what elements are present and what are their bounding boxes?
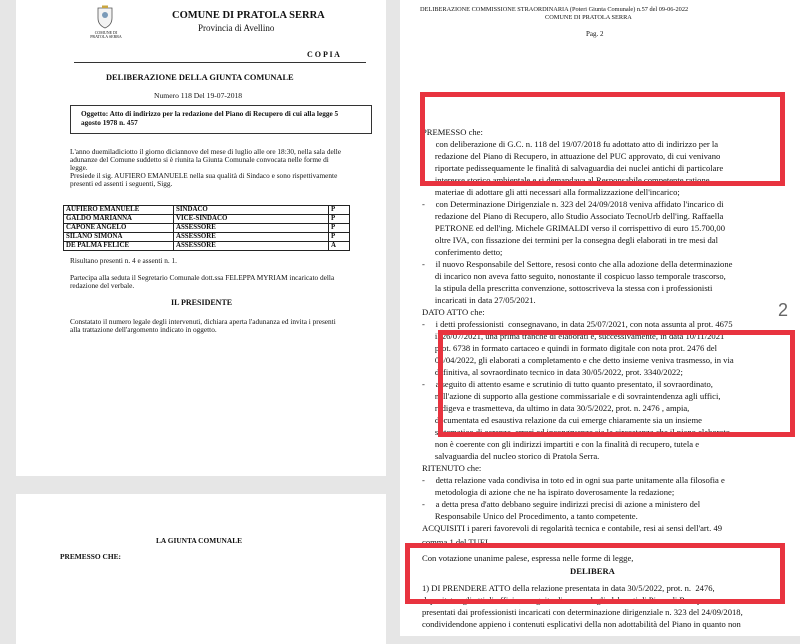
left-document-page xyxy=(16,0,386,476)
document-text-line: di incarico non aveva fatto seguito, nonostante il cospicuo lasso temporale trascorso, xyxy=(422,271,726,281)
constatato-line: Constatato il numero legale degli intervenuti, dichiara aperta l'adunanza ed invita i presenti xyxy=(70,317,336,326)
member-name: GALDO MARIANNA xyxy=(64,215,174,224)
members-table xyxy=(63,205,350,251)
document-text-line: materiae di adottare gli atti necessari alla formalizzazione dell'incarico; xyxy=(422,187,680,197)
member-role: SINDACO xyxy=(174,206,329,215)
member-name: DE PALMA FELICE xyxy=(64,242,174,251)
intro-line: legge. xyxy=(70,163,88,172)
document-text-line: PETRONE ed dell'ing. Michele GRIMALDI verso il corrispettivo di euro 15.700,00 xyxy=(422,223,725,233)
document-text-line: 1) DI PRENDERE ATTO della relazione presentata in data 30/5/2022, prot. n. 2476, xyxy=(422,583,715,593)
right-header-comune: COMUNE DI PRATOLA SERRA xyxy=(545,14,632,21)
giunta-title: LA GIUNTA COMUNALE xyxy=(156,536,243,545)
table-row xyxy=(64,233,350,242)
member-status: A xyxy=(329,242,350,251)
premesso-heading: PREMESSO CHE: xyxy=(60,552,121,561)
document-text-line: DATO ATTO che: xyxy=(422,307,485,317)
member-status: P xyxy=(329,224,350,233)
document-text-line: nell'azione di supporto alla gestione commissariale e di sovraintendenza agli uffici, xyxy=(422,391,721,401)
table-row xyxy=(64,206,350,215)
member-status: P xyxy=(329,215,350,224)
document-text-line: comma 1 del TUEL. xyxy=(422,537,493,547)
member-role: ASSESSORE xyxy=(174,242,329,251)
page-label: Pag. 2 xyxy=(586,30,604,38)
oggetto-line: agosto 1978 n. 457 xyxy=(81,118,138,127)
provincia-name: Provincia di Avellino xyxy=(198,23,275,33)
document-text-line: Con votazione unanime palese, espressa nelle forme di legge, xyxy=(422,553,634,563)
oggetto-line: Oggetto: Atto di indirizzo per la redazione del Piano di Recupero di cui alla legge 5 xyxy=(81,109,339,118)
table-row xyxy=(64,224,350,233)
table-row xyxy=(64,215,350,224)
document-text-line: - con Determinazione Dirigenziale n. 323 del 24/09/2018 veniva affidato l'incarico di xyxy=(422,199,724,209)
member-role: ASSESSORE xyxy=(174,233,329,242)
member-name: SILANO SIMONA xyxy=(64,233,174,242)
document-text-line: il 26/07/2021, una prima tranche di elaborati e, successivamente, in data 10/11/2021 xyxy=(422,331,725,341)
highlight-box-premesso xyxy=(420,92,785,186)
document-text-line: oltre IVA, con fissazione dei termini per la consegna degli elaborati in tre mesi dal xyxy=(422,235,718,245)
document-text-line: definitiva, al sovraordinato tecnico in data 30/05/2022, prot. 3340/2022; xyxy=(422,367,683,377)
intro-line: Presiede il sig. AUFIERO EMANUELE nella sua qualità di Sindaco e sono rispettivamente xyxy=(70,171,338,180)
document-text-line: documentata ed esaustiva relazione da cui emerge chiaramente sia un insieme xyxy=(422,415,702,425)
document-text-line: redazione del Piano di Recupero, allo Studio Associato TecnoUrb dell'ing. Raffaella xyxy=(422,211,724,221)
document-text-line: la stipula della prescritta convenzione, sottoscriveva la stessa con i professionisti xyxy=(422,283,713,293)
municipal-crest-icon xyxy=(96,5,114,29)
document-text-line: presentati dai professionisti incaricati con determinazione dirigenziale n. 323 del 24/09/2018, xyxy=(422,607,743,617)
document-text-line: - il nuovo Responsabile del Settore, resosi conto che alla adozione della determinazione xyxy=(422,259,733,269)
document-text-line: non è coerente con gli indirizzi impartiti e con la finalità di recupero, tutela e xyxy=(422,439,700,449)
document-text-line: 06/04/2022, gli elaborati a completamento e che detto insieme veniva trasmesso, in via xyxy=(422,355,734,365)
partecipa-line: redazione del verbale. xyxy=(70,281,135,290)
intro-line: presenti ed assenti i seguenti, Sigg. xyxy=(70,179,173,188)
partecipa-line: Partecipa alla seduta il Segretario Comunale dott.ssa FELEPPA MYRIAM incaricato della xyxy=(70,273,335,282)
left-document-page-continued xyxy=(16,494,386,644)
right-document-page xyxy=(400,0,800,636)
document-text-line: Responsabile Unico del Procedimento, a tanto competente. xyxy=(422,511,638,521)
member-status: P xyxy=(329,206,350,215)
document-text-line: condividendone appieno i contenuti esplicativi della non adottabilità del Piano in quanto non xyxy=(422,619,741,629)
header-divider xyxy=(74,62,366,63)
highlight-box-seguito xyxy=(438,330,795,437)
oggetto-box xyxy=(70,105,372,134)
document-text-line: metodologia di azione che ne ha ispirato doverosamente la redazione; xyxy=(422,487,675,497)
document-text-line: - i detti professionisti consegnavano, in data 25/07/2021, con nota assunta al prot. 4675 xyxy=(422,319,733,329)
document-text-line: depositata agli atti di ufficio, a seguito di esame degli elaborati di Piano di Recupero xyxy=(422,595,713,605)
document-text-line: PREMESSO che: xyxy=(422,127,483,137)
document-text-line: prot. 6738 in formato cartaceo e quindi in formato digitale con nota prot. 2476 del xyxy=(422,343,717,353)
document-text-line: redazione del Piano di Recupero, in attuazione del PUC approvato, di cui venivano xyxy=(422,151,721,161)
table-row xyxy=(64,242,350,251)
member-status: P xyxy=(329,233,350,242)
right-header-line: DELIBERAZIONE COMMISSIONE STRAORDINARIA (Poteri Giunta Comunale) n.57 del 09-06-2022 xyxy=(420,6,689,13)
member-name: AUFIERO EMANUELE xyxy=(64,206,174,215)
intro-line: L'anno duemiladiciotto il giorno diciannove del mese di luglio alle ore 18:30, nella sala delle xyxy=(70,147,342,156)
presidente-title: IL PRESIDENTE xyxy=(171,298,233,307)
document-text-line: sistematico di carenze, errori ed incongruenze sia la circostanza che il piano elaborato xyxy=(422,427,731,437)
document-text-line: salvaguardia del nucleo storico di Pratola Serra. xyxy=(422,451,600,461)
copia-label: C O P I A xyxy=(307,50,340,59)
document-text-line: ACQUISITI i pareri favorevoli di regolarità tecnica e contabile, resi ai sensi dell'art. 49 xyxy=(422,523,723,533)
document-text-line: interesse storico ambientale e si demandava al Responsabile competente ratione xyxy=(422,175,710,185)
member-name: CAPONE ANGELO xyxy=(64,224,174,233)
member-role: ASSESSORE xyxy=(174,224,329,233)
document-text-line: - a seguito di attento esame e scrutinio di tutto quanto presentato, il sovraordinato, xyxy=(422,379,713,389)
crest-label: COMUNE DI PRATOLA SERRA xyxy=(90,30,122,39)
document-text-line: RITENUTO che: xyxy=(422,463,482,473)
intro-line: adunanze del Comune suddetto si è riunita la Giunta Comunale convocata nelle forme di xyxy=(70,155,329,164)
document-text-line: redigeva e trasmetteva, da ultimo in data 30/5/2022, prot. n. 2476 , ampia, xyxy=(422,403,690,413)
document-text-line: incaricati in data 27/05/2021. xyxy=(422,295,536,305)
document-text-line: - con deliberazione di G.C. n. 118 del 19/07/2018 fu adottato atto di indirizzo per la xyxy=(422,139,719,149)
document-text-line: riportate pedissequamente le finalità di salvaguardia dei nuclei antichi di particolare xyxy=(422,163,724,173)
highlight-box-delibera xyxy=(405,543,785,604)
risultano-line: Risultano presenti n. 4 e assenti n. 1. xyxy=(70,256,178,265)
page-indicator: 2 xyxy=(777,300,788,320)
numero-line: Numero 118 Del 19-07-2018 xyxy=(154,91,243,100)
document-text-line: - detta relazione vada condivisa in toto ed in ogni sua parte unitamente alla filosofia e xyxy=(422,475,725,485)
member-role: VICE-SINDACO xyxy=(174,215,329,224)
document-text-line: - a detta presa d'atto debbano seguire indirizzi precisi di azione a ministero del xyxy=(422,499,701,509)
comune-name: COMUNE DI PRATOLA SERRA xyxy=(172,10,325,21)
document-text-line: conferimento detto; xyxy=(422,247,503,257)
constatato-line: alla trattazione dell'argomento indicato in oggetto. xyxy=(70,325,217,334)
deliberazione-title: DELIBERAZIONE DELLA GIUNTA COMUNALE xyxy=(106,73,294,82)
document-text-line: DELIBERA xyxy=(570,566,615,576)
